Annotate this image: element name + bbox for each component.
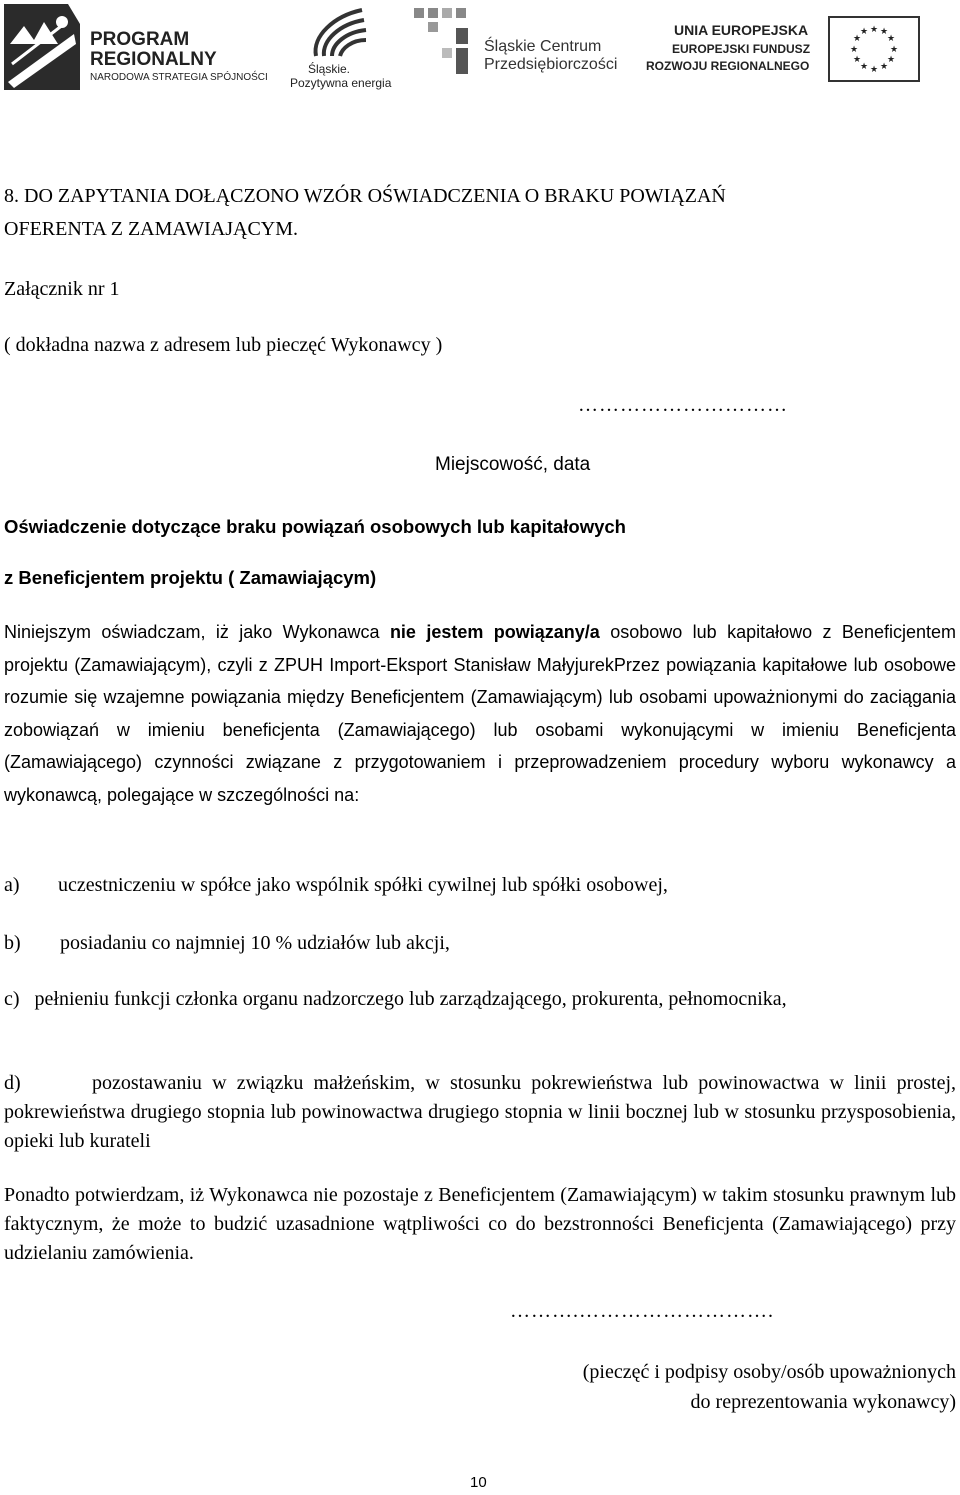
item-b-marker: b)	[4, 932, 21, 954]
item-c-text: pełnieniu funkcji członka organu nadzorczego lub zarządzającego, prokurenta, pełnomocnika,	[34, 988, 787, 1010]
list-item-a	[4, 870, 956, 900]
list-item-d	[4, 1069, 956, 1156]
svg-text:★: ★	[859, 62, 869, 72]
scp-squares-icon	[414, 8, 478, 80]
signature-line2: do reprezentowania wykonawcy)	[690, 1391, 956, 1413]
statement-heading-line2: z Beneficjentem projektu ( Zamawiającym)	[4, 567, 377, 588]
section-title-line2: OFERENTA Z ZAMAWIAJĄCYM.	[4, 218, 299, 240]
declaration-body	[4, 616, 956, 811]
item-b-text: posiadaniu co najmniej 10 % udziałów lub akcji,	[60, 932, 450, 954]
item-c-marker: c)	[4, 988, 20, 1010]
eu-logo	[644, 18, 920, 84]
svg-text:★: ★	[849, 45, 859, 55]
logo2-line2: Pozytywna energia	[290, 76, 392, 90]
svg-text:★: ★	[852, 55, 862, 65]
declaration-rest: osobowo lub kapitałowo z Beneficjentem projektu (Zamawiającym), czyli z ZPUH Import-Eksport Stanisław Małyjurek	[4, 622, 956, 675]
signature-line1: (pieczęć i podpisy osoby/osób upoważnionych	[582, 1361, 956, 1383]
header-logos	[0, 0, 960, 100]
place-date-label: Miejscowość, data	[435, 454, 591, 475]
svg-text:★: ★	[886, 34, 896, 44]
svg-text:★: ★	[879, 62, 889, 72]
signature-caption	[583, 1357, 956, 1417]
item-d-text: pozostawaniu w związku małżeńskim, w stosunku pokrewieństwa lub powinowactwa w linii prostej, pokrewieństwa drugiego stopnia lub powinowactwa drugiego stopnia w linii bocznej lub w stosunku przysposobienia, opieki lub kurateli	[4, 1072, 957, 1152]
logo1-line3: NARODOWA STRATEGIA SPÓJNOŚCI	[90, 72, 268, 83]
svg-text:★: ★	[886, 55, 896, 65]
svg-text:★: ★	[889, 45, 899, 55]
scp-logo	[414, 8, 634, 88]
eu-flag-icon	[828, 16, 920, 82]
program-regionalny-emblem-icon	[4, 4, 82, 90]
list-item-b	[4, 928, 956, 958]
svg-text:★: ★	[869, 65, 879, 75]
page-number: 10	[470, 1474, 487, 1491]
declaration-second: Przez powiązania kapitałowe lub osobowe rozumie się wzajemne powiązania między Beneficjentem (Zamawiającym) lub osobami upoważnionymi do zaciągania zobowiązań w imieniu beneficjenta (Zamawiającego) lub osobami wykonującymi w imieniu Beneficjenta (Zamawiającego) czynności związane z przygotowaniem i przeprowadzeniem procedury wyboru wykonawcy a wykonawcą, polegające w szczególności na:	[4, 654, 956, 805]
svg-text:★: ★	[852, 34, 862, 44]
logo3-line2: Przedsiębiorczości	[484, 56, 618, 73]
program-regionalny-logo	[4, 4, 274, 90]
svg-text:★: ★	[869, 25, 879, 35]
item-d-marker: d)	[4, 1072, 21, 1094]
declaration-intro: Niniejszym oświadczam, iż jako Wykonawca	[4, 622, 390, 642]
contractor-name-label: ( dokładna nazwa z adresem lub pieczęć Wykonawcy )	[4, 334, 443, 356]
attachment-label: Załącznik nr 1	[4, 278, 120, 300]
logo1-line2: REGIONALNY	[90, 49, 217, 70]
logo4-line1: UNIA EUROPEJSKA	[674, 22, 809, 38]
section-title	[4, 180, 726, 246]
item-a-marker: a)	[4, 874, 20, 896]
signature-dots: ……….……………………….	[510, 1300, 774, 1322]
item-a-text: uczestniczeniu w spółce jako wspólnik spółki cywilnej lub spółki osobowej,	[58, 874, 668, 896]
logo4-line2: EUROPEJSKI FUNDUSZ	[672, 42, 811, 56]
list-item-c	[4, 985, 956, 1014]
closing-paragraph: Ponadto potwierdzam, iż Wykonawca nie pozostaje z Beneficjentem (Zamawiającym) w takim stosunku prawnym lub faktycznym, że może to budzić uzasadnione wątpliwości co do bezstronności Beneficjenta (Zamawiającego) przy udzielaniu zamówienia.	[4, 1184, 956, 1264]
slaskie-logo	[284, 6, 394, 90]
section-title-line1: 8. DO ZAPYTANIA DOŁĄCZONO WZÓR OŚWIADCZENIA O BRAKU POWIĄZAŃ	[4, 185, 726, 207]
logo1-line1: PROGRAM	[90, 29, 190, 50]
place-date-dots: …………………………	[578, 394, 788, 416]
logo4-line3: ROZWOJU REGIONALNEGO	[646, 59, 810, 73]
declaration-bold: nie jestem powiązany/a	[389, 622, 600, 642]
logo2-line1: Śląskie.	[308, 62, 351, 76]
logo3-line1: Śląskie Centrum	[484, 38, 602, 55]
slaskie-swirl-icon	[308, 6, 368, 58]
svg-text:★: ★	[859, 27, 869, 37]
svg-text:★: ★	[879, 27, 889, 37]
statement-heading-line1: Oświadczenie dotyczące braku powiązań osobowych lub kapitałowych	[4, 516, 626, 537]
